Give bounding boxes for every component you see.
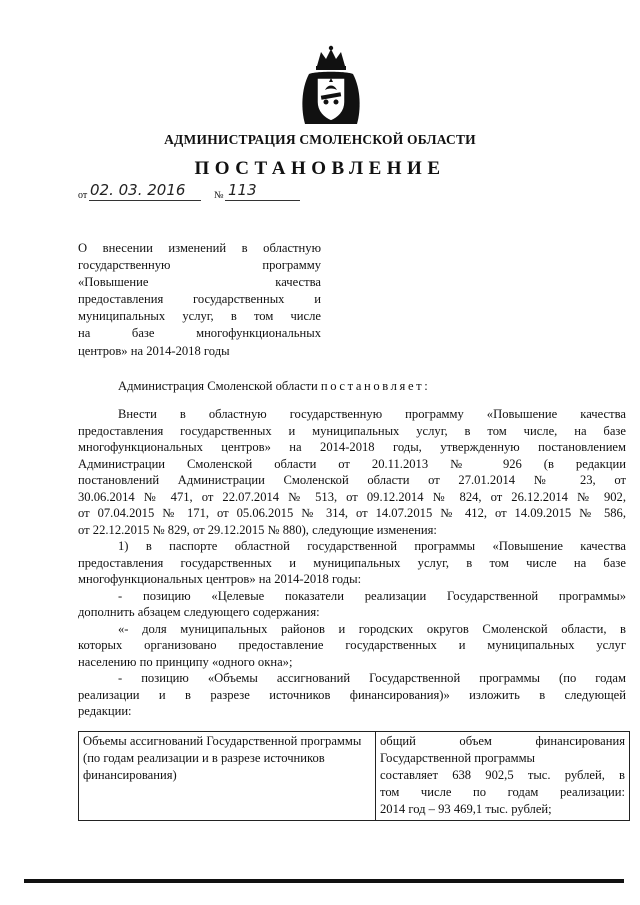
subject-line: «Повышение качества xyxy=(78,275,321,290)
subject-line: О внесении изменений в областную xyxy=(78,241,321,255)
subject-line: предоставления государственных и xyxy=(78,292,321,307)
body-line: предоставления государственных и муниципальных услуг, в том числе, на базе xyxy=(78,423,626,438)
body-line: дополнить абзацем следующего содержания: xyxy=(78,605,320,619)
value-line: общий объем финансирования xyxy=(380,734,625,748)
body-line: населению по принципу «одного окна»; xyxy=(78,654,293,669)
subject-line: центров» на 2014-2018 годы xyxy=(78,343,230,358)
lead-spaced-verb: постановляет: xyxy=(320,379,431,393)
value-line: составляет 638 902,5 тыс. рублей, в xyxy=(380,768,625,782)
body-line: от 07.04.2015 № 171, от 05.06.2015 № 314, от 14.07.2015 № 412, от 14.09.2015 № 586, xyxy=(78,506,626,520)
resolution-lead xyxy=(118,379,430,394)
body-line: постановлений Администрации Смоленской области от 27.01.2014 № 23, от xyxy=(78,473,626,487)
subject-block xyxy=(78,240,321,360)
lead-text: Администрация Смоленской области xyxy=(118,379,321,393)
body-line: «- доля муниципальных районов и городских округов Смоленской области, в xyxy=(118,621,626,636)
number-prefix: № xyxy=(214,190,224,201)
body-line: редакции: xyxy=(78,704,132,718)
body-line: Внести в областную государственную программу «Повышение качества xyxy=(118,407,626,421)
handwritten-number: 113 xyxy=(228,181,257,199)
table-row xyxy=(79,732,630,821)
date-underline xyxy=(89,200,201,201)
value-line: Государственной программы xyxy=(380,751,536,765)
value-line: том числе по годам реализации: xyxy=(380,785,625,799)
body-line: от 22.12.2015 № 829, от 29.12.2015 № 880), следующие изменения: xyxy=(78,522,437,537)
value-line: 2014 год – 93 469,1 тыс. рублей; xyxy=(380,802,552,816)
body-line: реализации и в разрезе источников финансирования)» изложить в следующей xyxy=(78,687,626,702)
subject-line: государственную программу xyxy=(78,258,321,273)
bottom-border-rule xyxy=(24,879,624,883)
body-line: - позицию «Объемы ассигнований Государственной программы (по годам xyxy=(118,671,626,685)
body-line: Администрации Смоленской области от 20.11.2013 № 926 (в редакции xyxy=(78,456,626,471)
organization-name: АДМИНИСТРАЦИЯ СМОЛЕНСКОЙ ОБЛАСТИ xyxy=(164,132,476,147)
funding-table xyxy=(78,731,630,821)
date-number-line xyxy=(78,183,318,203)
subject-line: муниципальных услуг, в том числе xyxy=(78,309,321,324)
document-body xyxy=(78,406,626,720)
number-underline xyxy=(225,200,300,201)
date-prefix: от xyxy=(78,190,88,201)
body-line: многофункциональных центров» на 2014-2018 годы, утвержденную постановлением xyxy=(78,440,626,454)
document-type-title: ПОСТАНОВЛЕНИЕ xyxy=(194,158,446,179)
body-line: многофункциональных центров» на 2014-2018 годы: xyxy=(78,572,362,586)
handwritten-date: 02. 03. 2016 xyxy=(90,181,186,199)
body-line: - позицию «Целевые показатели реализации Государственной программы» xyxy=(118,588,626,603)
body-line: 1) в паспорте областной государственной программы «Повышение качества xyxy=(118,539,626,553)
body-line: которых организовано предоставление государственных и муниципальных услуг xyxy=(78,638,626,652)
coat-of-arms-emblem xyxy=(295,44,367,128)
table-cell-value xyxy=(376,732,630,821)
body-line: 30.06.2014 № 471, от 22.07.2014 № 513, от 09.12.2014 № 824, от 26.12.2014 № 902, xyxy=(78,489,626,504)
body-line: предоставления государственных и муниципальных услуг, в том числе на базе xyxy=(78,555,626,570)
subject-line: на базе многофункциональных xyxy=(78,326,321,341)
table-cell-position: Объемы ассигнований Государственной программы (по годам реализации и в разрезе источников финансирования) xyxy=(79,732,376,821)
